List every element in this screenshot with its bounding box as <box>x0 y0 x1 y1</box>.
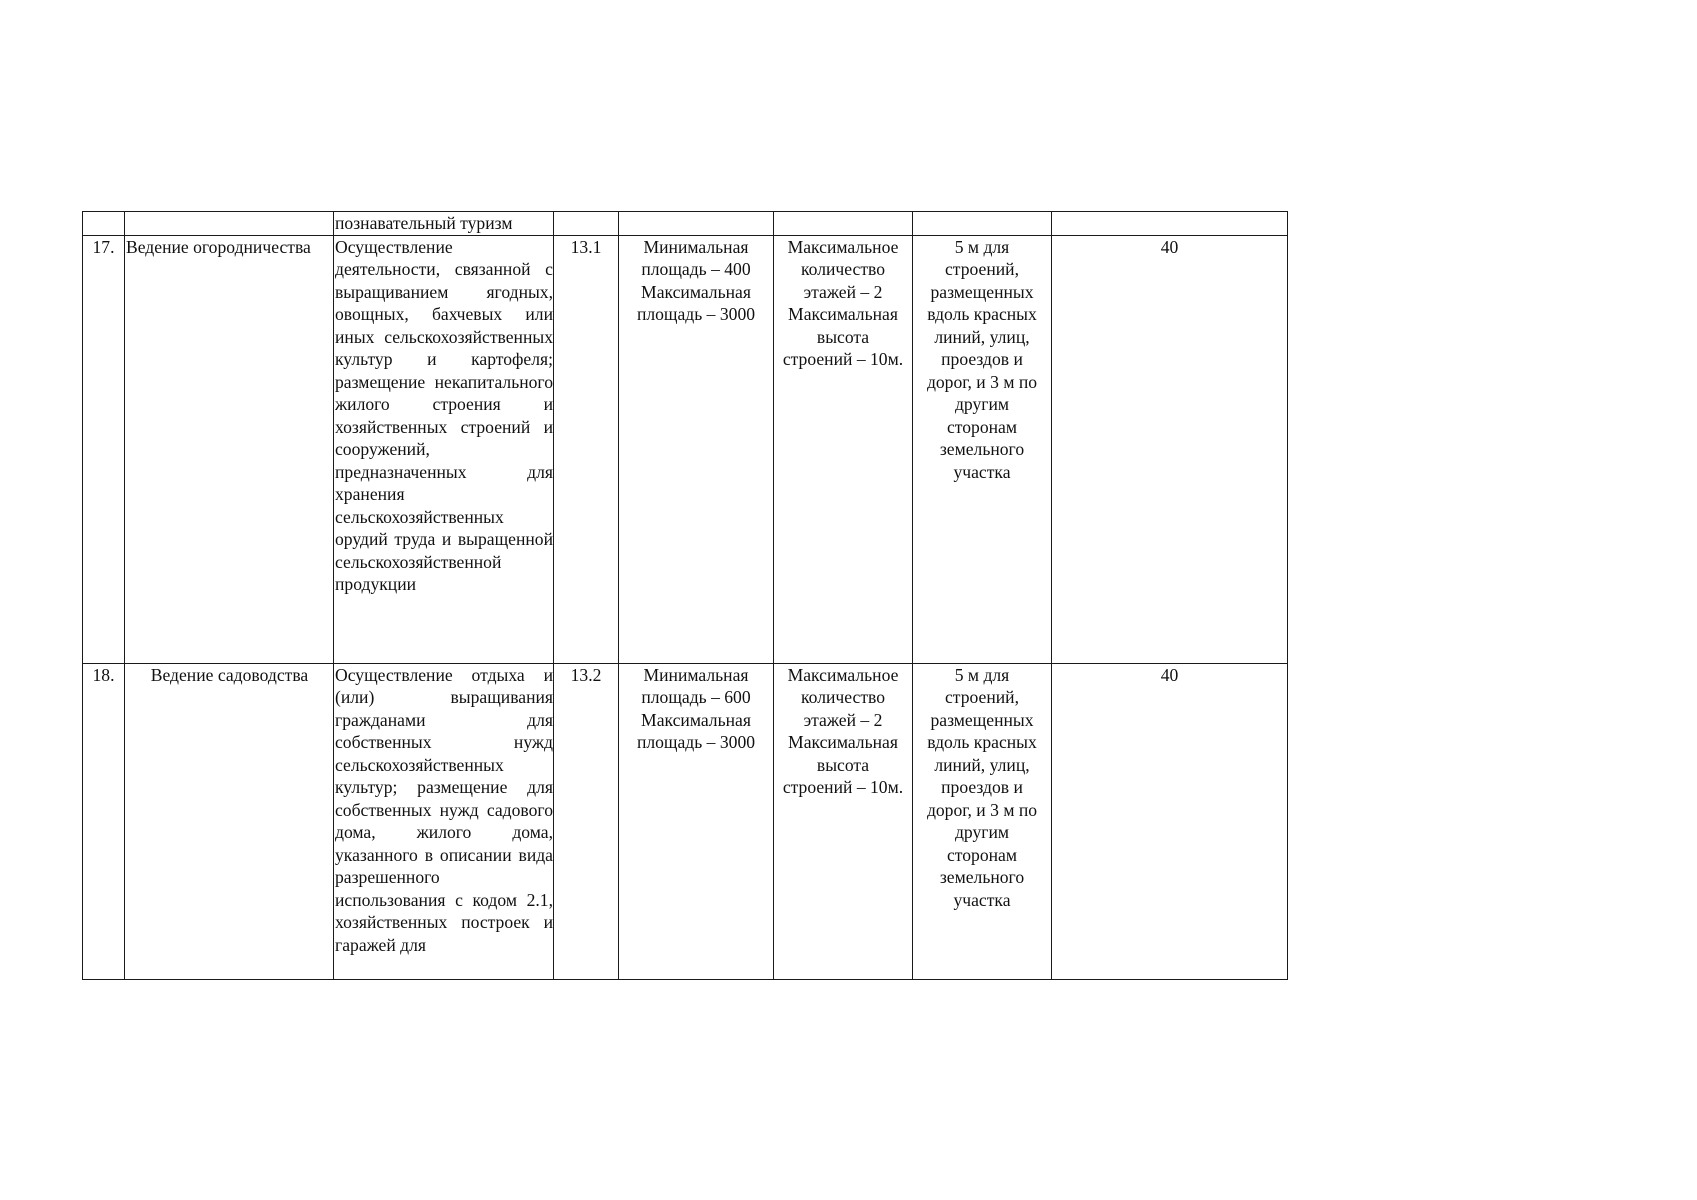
cell-description <box>334 212 554 236</box>
row-number: 17. <box>83 235 125 663</box>
row-description-text: Осуществление деятельности, связанной с выращиванием ягодных, овощных, бахчевых или иных сельскохозяйственных культур и картофеля; размещение некапитального жилого строения и хозяйственных строений и сооружений, предназначенных для хранения сельскохозяйственных орудий труда и выращенной сельскохозяйственной продукции <box>335 236 553 594</box>
cell-area <box>619 212 774 236</box>
row-setback <box>913 663 1052 979</box>
cell-num <box>83 212 125 236</box>
cell-name <box>125 212 334 236</box>
cell-floors <box>774 212 913 236</box>
row-name-text: Ведение огородничества <box>126 236 311 257</box>
row-description-text: Осуществление отдыха и (или) выращивания гражданами для собственных нужд сельскохозяйственных культур; размещение для собственных нужд садового дома, жилого дома, указанного в описании вида разрешенного использования с кодом 2.1, хозяйственных построек и гаражей для <box>335 664 553 955</box>
row-floors-text: Максимальное количество этажей – 2 Максимальная высота строений – 10м. <box>782 664 904 797</box>
table-row <box>83 663 1288 979</box>
row-floors <box>774 235 913 663</box>
cell-code <box>554 212 619 236</box>
row-setback-text: 5 м для строений, размещенных вдоль красных линий, улиц, проездов и дорог, и 3 м по другим сторонам земельного участка <box>926 236 1038 482</box>
row-area <box>619 235 774 663</box>
table-row-continuation <box>83 212 1288 236</box>
continuation-text: познавательный туризм <box>335 213 513 233</box>
row-name-text: Ведение садоводства <box>150 664 309 685</box>
row-setback <box>913 235 1052 663</box>
row-number: 18. <box>83 663 125 979</box>
row-percent: 40 <box>1052 235 1288 663</box>
row-floors <box>774 663 913 979</box>
row-name <box>125 235 334 663</box>
row-setback-text: 5 м для строений, размещенных вдоль красных линий, улиц, проездов и дорог, и 3 м по другим сторонам земельного участка <box>926 664 1038 910</box>
row-percent: 40 <box>1052 663 1288 979</box>
cell-percent <box>1052 212 1288 236</box>
row-area-text: Минимальная площадь – 600 Максимальная площадь – 3000 <box>636 664 756 752</box>
table-row <box>83 235 1288 663</box>
row-description <box>334 235 554 663</box>
row-area <box>619 663 774 979</box>
row-floors-text: Максимальное количество этажей – 2 Максимальная высота строений – 10м. <box>782 236 904 369</box>
row-area-text: Минимальная площадь – 400 Максимальная площадь – 3000 <box>636 236 756 324</box>
row-description <box>334 663 554 979</box>
row-code: 13.1 <box>554 235 619 663</box>
land-use-table <box>82 211 1288 980</box>
row-code: 13.2 <box>554 663 619 979</box>
cell-setback <box>913 212 1052 236</box>
row-name <box>125 663 334 979</box>
